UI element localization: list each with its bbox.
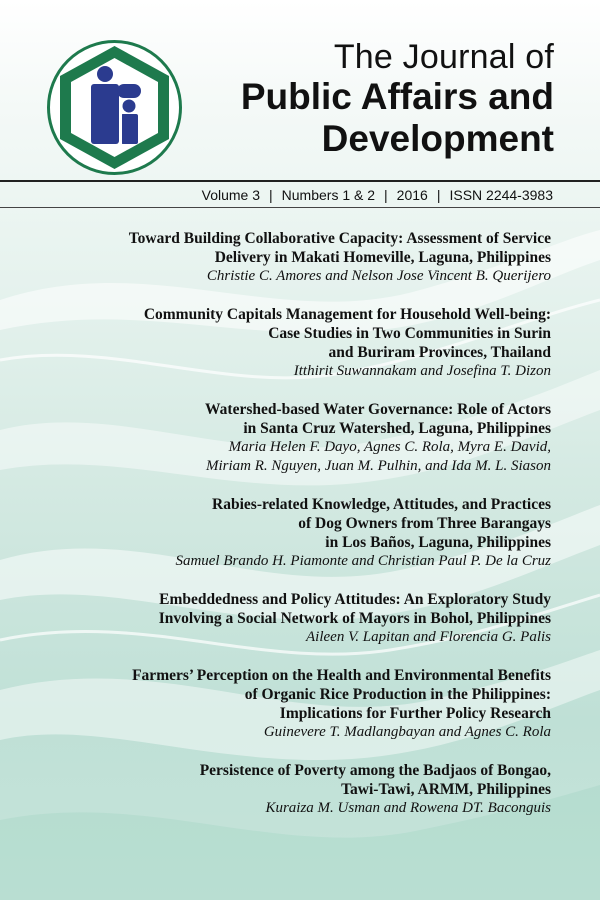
title-line: Farmers’ Perception on the Health and Environmental Benefits: [132, 667, 551, 684]
article: [31, 761, 551, 818]
bottom-rule: [0, 207, 600, 208]
article-title: [31, 305, 551, 362]
adult-arm-icon: [117, 84, 141, 98]
article-title: [31, 666, 551, 723]
article: [31, 305, 551, 381]
article-authors: [31, 438, 551, 476]
title-line: Watershed-based Water Governance: Role of Actors: [205, 401, 551, 418]
volume: Volume 3: [201, 186, 261, 203]
article-authors: [31, 552, 551, 571]
article-authors: [31, 799, 551, 818]
year: 2016: [396, 186, 428, 203]
title-line: Delivery in Makati Homeville, Laguna, Philippines: [214, 249, 551, 266]
issue-info-bar: [0, 182, 600, 207]
title-line: Community Capitals Management for Household Well-being:: [143, 306, 551, 323]
journal-title: [241, 38, 554, 160]
author-line: Itthirit Suwannakam and Josefina T. Dizon: [293, 363, 551, 379]
author-line: Kuraiza M. Usman and Rowena DT. Baconguis: [265, 800, 551, 816]
adult-body-icon: [91, 84, 119, 144]
article-title: [31, 495, 551, 552]
article-list: [31, 229, 551, 837]
article: [31, 666, 551, 742]
article-authors: [31, 267, 551, 286]
title-line: Persistence of Poverty among the Badjaos of Bongao,: [199, 762, 551, 779]
title-line: Rabies-related Knowledge, Attitudes, and Practices: [212, 496, 551, 513]
title-line: Involving a Social Network of Mayors in Bohol, Philippines: [158, 610, 551, 627]
separator: |: [269, 186, 273, 203]
author-line: Guinevere T. Madlangbayan and Agnes C. Rola: [263, 724, 551, 740]
article-title: [31, 229, 551, 267]
numbers: Numbers 1 & 2: [281, 186, 376, 203]
article: [31, 590, 551, 647]
title-line: of Organic Rice Production in the Philippines:: [244, 686, 551, 703]
article-authors: [31, 362, 551, 381]
article-title: [31, 590, 551, 628]
article: [31, 400, 551, 476]
child-arm-gap: [119, 98, 122, 144]
article-authors: [31, 723, 551, 742]
article-title: [31, 400, 551, 438]
title-line: Tawi-Tawi, ARMM, Philippines: [341, 781, 551, 798]
article-title: [31, 761, 551, 799]
article: [31, 495, 551, 571]
author-line: Samuel Brando H. Piamonte and Christian Paul P. De la Cruz: [175, 553, 551, 569]
title-line-3: Development: [321, 118, 554, 159]
title-line: Toward Building Collaborative Capacity: Assessment of Service: [128, 230, 551, 247]
title-line: of Dog Owners from Three Barangays: [298, 515, 551, 532]
journal-logo: [47, 40, 182, 175]
adult-head-icon: [97, 66, 113, 82]
separator: |: [436, 186, 441, 203]
author-line: Maria Helen F. Dayo, Agnes C. Rola, Myra E. David,: [228, 439, 551, 455]
title-line-2: Public Affairs and: [240, 76, 554, 117]
title-line: in Santa Cruz Watershed, Laguna, Philippines: [243, 420, 551, 437]
title-line: Case Studies in Two Communities in Surin: [268, 325, 551, 342]
separator: |: [384, 186, 388, 203]
title-line: Embeddedness and Policy Attitudes: An Exploratory Study: [159, 591, 551, 608]
title-line: in Los Baños, Laguna, Philippines: [325, 534, 551, 551]
child-body-icon: [121, 114, 138, 144]
issn: ISSN 2244-3983: [449, 186, 553, 203]
author-line: Miriam R. Nguyen, Juan M. Pulhin, and Ida M. L. Siason: [206, 458, 551, 474]
article: [31, 229, 551, 286]
author-line: Christie C. Amores and Nelson Jose Vincent B. Querijero: [206, 268, 551, 284]
title-line-1: The Journal of: [333, 38, 554, 76]
article-authors: [31, 628, 551, 647]
author-line: Aileen V. Lapitan and Florencia G. Palis: [306, 629, 551, 645]
title-line: and Buriram Provinces, Thailand: [328, 344, 551, 361]
child-head-icon: [123, 100, 136, 113]
title-line: Implications for Further Policy Research: [279, 705, 551, 722]
